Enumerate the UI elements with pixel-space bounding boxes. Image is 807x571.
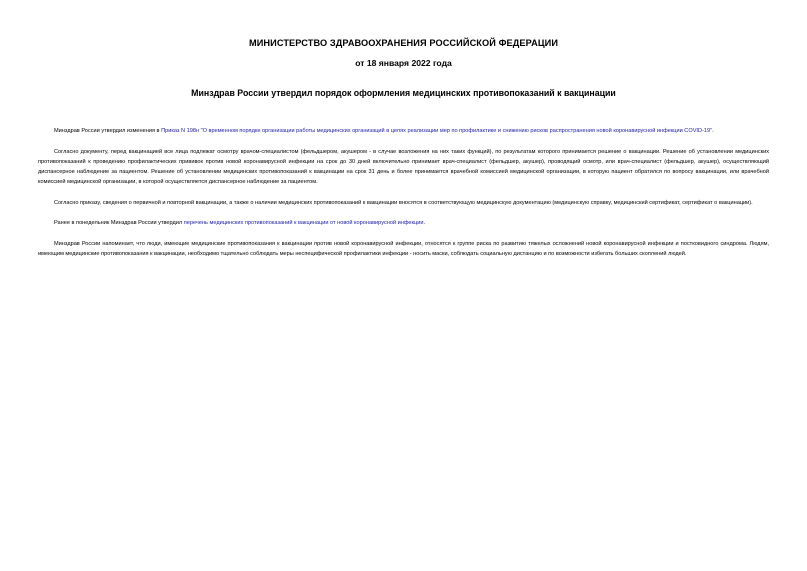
order-198n-link[interactable]: Приказ N 198н "О временном порядке организации работы медицинских организаций в целях реализации мер по профилактике и снижению рисков распространения новой коронавирусной инфекции COVID-19" [161, 128, 713, 134]
paragraph-1-text-before: Минздрав России утвердил изменения в [54, 128, 162, 134]
paragraph-3: Согласно приказу, сведения о первичной и повторной вакцинации, а также о наличии медицинских противопоказаний к вакцинации вносятся в соответствующую медицинскую документацию (медицинскую справку, медицинский сертификат, сертификат о вакцинации). [54, 199, 753, 206]
paragraph-4-text-before: Ранее в понедельник Минздрав России утвердил [54, 220, 184, 227]
paragraph-1 [38, 126, 769, 136]
ministry-title: МИНИСТЕРСТВО ЗДРАВООХРАНЕНИЯ РОССИЙСКОЙ ФЕДЕРАЦИИ [248, 38, 559, 48]
paragraph-4 [38, 218, 769, 228]
contraindications-list-link[interactable]: перечень медицинских противопоказаний к вакцинации от новой коронавирусной инфекции [183, 220, 424, 227]
page-title: Минздрав России утвердил порядок оформления медицинских противопоказаний к вакцинации [191, 88, 616, 98]
paragraph-1-text-after: . [712, 128, 714, 134]
paragraph-5: Минздрав России напоминает, что люди, имеющие медицинские противопоказания к вакцинации против новой коронавирусной инфекции, относятся к группе риска по развитию тяжелых осложнений новой коронавирусной инфекции и постковидного синдрома. Людям, имеющим медицинские противопоказания к вакцинации, необходимо тщательно соблюдать меры неспецифической профилактики инфекции - носить маски, соблюдать социальную дистанцию и по возможности избегать больших скоплений людей. [38, 240, 769, 258]
document-date: от 18 января 2022 года [355, 58, 452, 68]
paragraph-4-text-after: . [423, 220, 426, 227]
paragraph-2: Согласно документу, перед вакцинацией все лица подлежат осмотру врачом-специалистом (фельдшером, акушером - в случае возложения на них таких функций), по результатам которого принимается решение о вакцинации. Решение об установлении медицинских противопоказаний к проведению профилактических прививок против новой коронавирусной инфекции на срок до 30 дней включительно принимает врач-специалист (фельдшер, акушер), проводящий осмотр, или врач-специалист (фельдшер, акушер), осуществляющий диспансерное наблюдение за пациентом. Решение об установлении медицинских противопоказаний к вакцинации на срок 31 день и более принимается врачебной комиссией медицинской организации, в которую пациент обратился по вопросу вакцинации, или врачебной комиссией медицинской организации, в которой осуществляется диспансерное наблюдение за пациентом. [38, 148, 769, 186]
document-body [38, 126, 769, 270]
